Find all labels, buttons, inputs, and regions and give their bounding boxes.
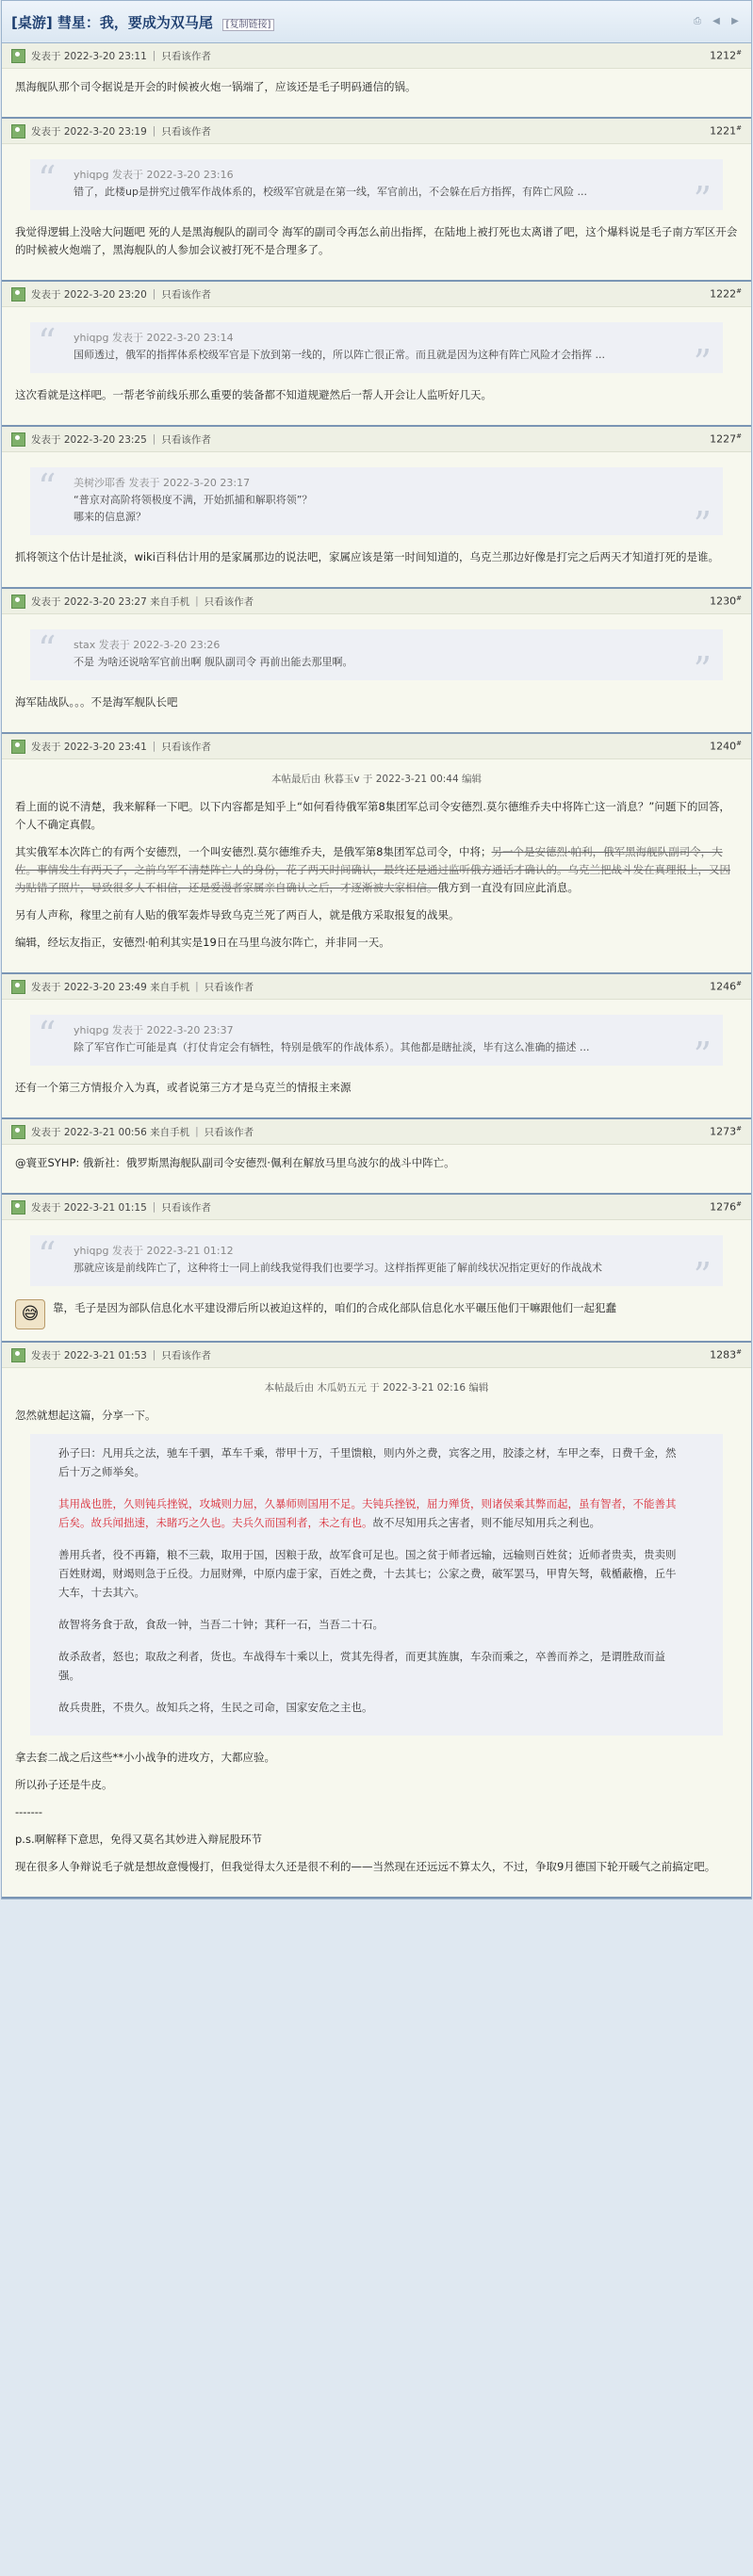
post-list: [2, 43, 751, 1899]
quote-block: [30, 321, 723, 383]
meta-divider: |: [152, 741, 156, 752]
close-quote-icon: ”: [693, 1035, 712, 1076]
post-paragraph: 这次看就是这样吧。一帮老爷前线乐那么重要的装备都不知道规避然后一帮人开会让人监听好几天。: [15, 388, 492, 401]
post-body: [2, 69, 751, 117]
post-paragraph: 其实俄军本次阵亡的有两个安德烈，一个叫安德烈.莫尔德维乔夫，是俄军第8集团军总司令，中将；另一个是安德烈·帕利，俄军黑海舰队副司令，大佐。事情发生有两天了，之前乌军不清楚阵亡人的身份，花了两天时间确认，最终还是通过监听俄方通话才确认的。乌克兰把战斗发在真理报上，又因为贴错了照片，导致很多人不相信，还是爱漫者家属亲自确认之后，才逐渐被大家相信。俄方到一直没有回应此消息。: [15, 845, 730, 894]
post-body: [2, 144, 751, 280]
post-time: 发表于 2022-3-20 23:19: [31, 125, 147, 138]
only-author-link[interactable]: 只看该作者: [161, 1201, 211, 1214]
floor-number[interactable]: [710, 287, 742, 301]
post-time: 发表于 2022-3-21 01:15: [31, 1201, 147, 1214]
open-quote-icon: “: [38, 1014, 57, 1055]
post-time: 发表于 2022-3-20 23:27 来自手机: [31, 595, 190, 608]
post-time: 发表于 2022-3-20 23:11: [31, 50, 147, 62]
post-meta: [2, 1343, 751, 1368]
close-quote-icon: ”: [693, 342, 712, 383]
post-paragraph: @寰亚SYHP: 俄新社：俄罗斯黑海舰队副司令安德烈·佩利在解放马里乌波尔的战斗中阵亡。: [15, 1156, 455, 1169]
post-paragraph: 海军陆战队。。。不是海军舰队长吧: [15, 695, 178, 709]
only-author-link[interactable]: 只看该作者: [161, 741, 211, 753]
post-body: [2, 1220, 751, 1341]
floor-value: 1246: [710, 980, 737, 993]
floor-value: 1276: [710, 1200, 737, 1214]
classic-quote-paragraph: 善用兵者，役不再籍，粮不三载，取用于国，因粮于敌，故军食可足也。国之贫于师者远输，远输则百姓贫；近师者贵卖，贵卖则百姓财竭，财竭则急于丘役。力屈财殚，中原内虚于家，百姓之费，十去其七；公家之费，破军罢马，甲胄矢弩，戟楯蔽橹，丘牛大车，十去其六。: [58, 1548, 677, 1599]
meta-divider: |: [152, 1201, 156, 1213]
floor-mark: #: [736, 432, 742, 441]
strikethrough-text: 另一个是安德烈·帕利，俄军黑海舰队副司令，大佐。事情发生有两天了，之前乌军不清楚阵亡人的身份，花了两天时间确认，最终还是通过监听俄方通话才确认的。乌克兰把战斗发在真理报上，又因为贴错了照片，导致很多人不相信，还是爱漫者家属亲自确认之后，才逐渐被大家相信。: [15, 845, 730, 894]
post-meta: [2, 734, 751, 759]
quote-text: 除了军官作亡可能是真（打仗肯定会有牺牲，特别是俄军的作战体系）。其他都是瞎扯淡，毕有这么准确的描述 ...: [74, 1041, 590, 1053]
edit-note: 本帖最后由 木瓜奶五元 于 2022-3-21 02:16 编辑: [264, 1382, 489, 1394]
quote-block: [30, 466, 723, 546]
quote-text: 错了，此楼up是拼究过俄军作战体系的，校级军官就是在第一线，军官前出，不会躲在后方指挥，有阵亡风险 ...: [74, 186, 587, 198]
floor-value: 1221: [710, 124, 737, 138]
floor-mark: #: [736, 124, 742, 133]
thread-title: [桌游] 彗星：我，要成为双马尾: [11, 13, 213, 31]
online-status-icon: [11, 1125, 25, 1139]
post-body: [2, 307, 751, 425]
post: [2, 589, 751, 734]
quote-text: 国师透过，俄军的指挥体系校级军官是下放到第一线的，所以阵亡很正常。而且就是因为这种有阵亡风险才会指挥 ...: [74, 349, 605, 361]
post-time: 发表于 2022-3-20 23:41: [31, 741, 147, 753]
quote-author[interactable]: yhiqpg 发表于 2022-3-20 23:37: [74, 1024, 234, 1036]
floor-value: 1273: [710, 1125, 737, 1138]
post-meta: [2, 1119, 751, 1145]
post-paragraph: 拿去套二战之后这些**小小战争的进攻方，大都应验。: [15, 1751, 275, 1764]
post: [2, 282, 751, 427]
quote-text: 那就应该是前线阵亡了，这种将士一同上前线我觉得我们也要学习。这样指挥更能了解前线状况指定更好的作战战术: [74, 1262, 602, 1274]
sweat-smiley-icon: 😅: [15, 1299, 45, 1329]
meta-divider: |: [195, 1126, 199, 1137]
quote-author[interactable]: stax 发表于 2022-3-20 23:26: [74, 639, 221, 651]
only-author-link[interactable]: 只看该作者: [161, 288, 211, 301]
post-time: 发表于 2022-3-21 00:56 来自手机: [31, 1126, 190, 1138]
quote-author[interactable]: yhiqpg 发表于 2022-3-20 23:16: [74, 169, 234, 181]
post-intro: 忽然就想起这篇，分享一下。: [15, 1409, 156, 1422]
edit-note: 本帖最后由 秋暮玉v 于 2022-3-21 00:44 编辑: [270, 774, 482, 785]
online-status-icon: [11, 740, 25, 754]
online-status-icon: [11, 124, 25, 139]
quote-block: [30, 628, 723, 691]
post: [2, 427, 751, 589]
open-quote-icon: “: [38, 1234, 57, 1276]
quote-author[interactable]: yhiqpg 发表于 2022-3-20 23:14: [74, 332, 234, 344]
post-body: [2, 759, 751, 972]
floor-value: 1212: [710, 49, 737, 62]
online-status-icon: [11, 49, 25, 63]
floor-mark: #: [736, 49, 742, 57]
meta-divider: |: [152, 50, 156, 61]
floor-number[interactable]: [710, 49, 742, 62]
post: [2, 974, 751, 1119]
post-time: 发表于 2022-3-20 23:49 来自手机: [31, 981, 190, 993]
only-author-link[interactable]: 只看该作者: [204, 595, 254, 608]
post-time: 发表于 2022-3-20 23:20: [31, 288, 147, 301]
floor-mark: #: [736, 287, 742, 296]
post: [2, 734, 751, 974]
floor-number[interactable]: [710, 432, 742, 446]
only-author-link[interactable]: 只看该作者: [161, 125, 211, 138]
after-strike-text: 俄方到一直没有回应此消息。: [437, 881, 579, 894]
floor-value: 1240: [710, 740, 737, 753]
post-body: [2, 1368, 751, 1897]
classic-quote-paragraph: 故杀敌者，怒也；取敌之利者，货也。车战得车十乘以上，赏其先得者，而更其旌旗，车杂而乘之，卒善而养之，是谓胜敌而益强。: [58, 1650, 665, 1682]
classic-quote-paragraph: 故智将务食于敌，食敌一钟，当吾二十钟；萁秆一石，当吾二十石。: [58, 1618, 384, 1631]
post-paragraph: 我觉得逻辑上没啥大问题吧 死的人是黑海舰队的副司令 海军的副司令再怎么前出指挥，在陆地上被打死也太离谱了吧，这个爆料说是毛子南方军区开会的时候被火炮端了，黑海舰队的人参加会议被打死不是合理多了。: [15, 225, 738, 256]
floor-mark: #: [736, 1348, 742, 1357]
floor-value: 1283: [710, 1348, 737, 1361]
only-author-link[interactable]: 只看该作者: [204, 1126, 254, 1138]
floor-mark: #: [736, 1125, 742, 1133]
meta-divider: |: [152, 1349, 156, 1361]
post: [2, 1343, 751, 1899]
classic-quote-paragraph: 孙子曰：凡用兵之法，驰车千驷，革车千乘，带甲十万，千里馈粮，则内外之费，宾客之用，胶漆之材，车甲之奉，日费千金，然后十万之师举矣。: [58, 1446, 677, 1478]
online-status-icon: [11, 1200, 25, 1215]
post-time: 发表于 2022-3-21 01:53: [31, 1349, 147, 1361]
meta-left: [11, 1200, 211, 1215]
meta-left: [11, 287, 211, 302]
meta-left: [11, 1125, 254, 1139]
post-meta: [2, 1195, 751, 1220]
quote-text: “普京对高阶将领极度不满，开始抓捕和解职将领”？ 哪来的信息源？: [74, 494, 313, 523]
post-paragraph: 靠，毛子是因为部队信息化水平建设滞后所以被迫这样的，咱们的合成化部队信息化水平碾压他们干嘛跟他们一起犯蠢: [53, 1301, 616, 1314]
meta-left: [11, 124, 211, 139]
floor-number[interactable]: [710, 124, 742, 138]
only-author-link[interactable]: 只看该作者: [161, 433, 211, 446]
post: [2, 1195, 751, 1343]
post-body: [2, 1000, 751, 1117]
online-status-icon: [11, 287, 25, 302]
thread-header: [2, 1, 751, 43]
floor-number[interactable]: [710, 980, 742, 993]
quote-author[interactable]: yhiqpg 发表于 2022-3-21 01:12: [74, 1245, 234, 1257]
meta-divider: |: [152, 125, 156, 137]
post-meta: [2, 282, 751, 307]
floor-value: 1222: [710, 287, 737, 301]
quote-block: [30, 1234, 723, 1296]
open-quote-icon: “: [38, 628, 57, 670]
open-quote-icon: “: [38, 466, 57, 508]
post-paragraph: 编辑，经坛友指正，安德烈·帕利其实是19日在马里乌波尔阵亡，并非同一天。: [15, 936, 390, 949]
post: [2, 43, 751, 119]
floor-number[interactable]: [710, 1348, 742, 1361]
open-quote-icon: “: [38, 158, 57, 200]
online-status-icon: [11, 595, 25, 609]
floor-mark: #: [736, 740, 742, 748]
meta-left: [11, 740, 211, 754]
classic-quote-paragraph: 其用战也胜，久则钝兵挫锐，攻城则力屈，久暴师则国用不足。夫钝兵挫锐，屈力殚货，则诸侯乘其弊而起，虽有智者，不能善其后矣。故兵闻拙速，未睹巧之久也。夫兵久而国利者，未之有也。故不尽知用兵之害者，则不能尽知用兵之利也。: [58, 1497, 677, 1529]
post-paragraph: 抓将领这个估计是扯淡，wiki百科估计用的是家属那边的说法吧，家属应该是第一时间知道的，乌克兰那边好像是打完之后两天才知道打死的是谁。: [15, 550, 719, 563]
post-paragraph: p.s.啊解释下意思，免得又莫名其妙进入辩屁股环节: [15, 1833, 263, 1846]
quote-block: [30, 1014, 723, 1076]
post-paragraph: 所以孙子还是牛皮。: [15, 1778, 113, 1791]
floor-value: 1227: [710, 432, 737, 446]
only-author-link[interactable]: 只看该作者: [204, 981, 254, 993]
print-icon[interactable]: ⎙: [694, 16, 701, 26]
floor-number[interactable]: [710, 740, 742, 753]
post-paragraph: 还有一个第三方情报介入为真，或者说第三方才是乌克兰的情报主来源: [15, 1081, 352, 1094]
close-quote-icon: ”: [693, 649, 712, 691]
meta-divider: |: [152, 433, 156, 445]
post-body: [2, 1145, 751, 1193]
meta-divider: |: [195, 981, 199, 992]
only-author-link[interactable]: 只看该作者: [161, 50, 211, 62]
post-meta: [2, 43, 751, 69]
post-meta: [2, 119, 751, 144]
thread-container: [1, 0, 752, 1899]
highlight-red-text: 其用战也胜，久则钝兵挫锐，攻城则力屈，久暴师则国用不足。夫钝兵挫锐，屈力殚货，则诸侯乘其弊而起，虽有智者，不能善其后矣。故兵闻拙速，未睹巧之久也。夫兵久而国利者，未之有也。: [58, 1497, 677, 1529]
meta-left: [11, 432, 211, 447]
meta-left: [11, 49, 211, 63]
meta-divider: |: [152, 288, 156, 300]
meta-left: [11, 595, 254, 609]
prev-thread-icon[interactable]: ◀: [712, 16, 720, 26]
meta-left: [11, 1348, 211, 1362]
post-paragraph: -------: [15, 1805, 43, 1818]
floor-value: 1230: [710, 595, 737, 608]
post-body: [2, 452, 751, 587]
online-status-icon: [11, 1348, 25, 1362]
classic-quote-paragraph: 故兵贵胜，不贵久。故知兵之将，生民之司命，国家安危之主也。: [58, 1701, 373, 1714]
post-meta: [2, 589, 751, 614]
meta-left: [11, 980, 254, 994]
quote-text: 不是 为啥还说啥军官前出啊 舰队副司令 再前出能去那里啊。: [74, 656, 353, 668]
open-quote-icon: “: [38, 321, 57, 363]
post-meta: [2, 974, 751, 1000]
floor-mark: #: [736, 1200, 742, 1209]
post-meta: [2, 427, 751, 452]
quote-block: [30, 158, 723, 220]
close-quote-icon: ”: [693, 179, 712, 220]
close-quote-icon: ”: [693, 1255, 712, 1296]
floor-number[interactable]: [710, 1125, 742, 1138]
post: [2, 119, 751, 282]
post-paragraph: 看上面的说不清楚，我来解释一下吧。以下内容都是知乎上“如何看待俄军第8集团军总司令安德烈.莫尔德维乔夫中将阵亡这一消息？”问题下的回答，个人不确定真假。: [15, 800, 730, 831]
floor-number[interactable]: [710, 595, 742, 608]
post: [2, 1119, 751, 1195]
post-paragraph: 黑海舰队那个司令据说是开会的时候被火炮一锅端了，应该还是毛子明码通信的锅。: [15, 80, 417, 93]
floor-mark: #: [736, 980, 742, 988]
copy-link-button[interactable]: [复制链接]: [222, 19, 275, 31]
post-body: [2, 614, 751, 732]
only-author-link[interactable]: 只看该作者: [161, 1349, 211, 1361]
online-status-icon: [11, 980, 25, 994]
online-status-icon: [11, 432, 25, 447]
floor-mark: #: [736, 595, 742, 603]
post-time: 发表于 2022-3-20 23:25: [31, 433, 147, 446]
floor-number[interactable]: [710, 1200, 742, 1214]
post-paragraph: 另有人声称，稼里之前有人贴的俄军轰炸导致乌克兰死了两百人，就是俄方采取报复的战果。: [15, 908, 460, 921]
quote-author[interactable]: 美树沙耶香 发表于 2022-3-20 23:17: [74, 477, 251, 489]
post-paragraph: 现在很多人争辩说毛子就是想故意慢慢打，但我觉得太久还是很不利的——当然现在还远远不算太久，不过，争取9月德国下轮开暖气之前搞定吧。: [15, 1860, 716, 1873]
close-quote-icon: ”: [693, 504, 712, 546]
meta-divider: |: [195, 595, 199, 607]
classic-quote-block: [30, 1434, 723, 1736]
next-thread-icon[interactable]: ▶: [731, 16, 739, 26]
